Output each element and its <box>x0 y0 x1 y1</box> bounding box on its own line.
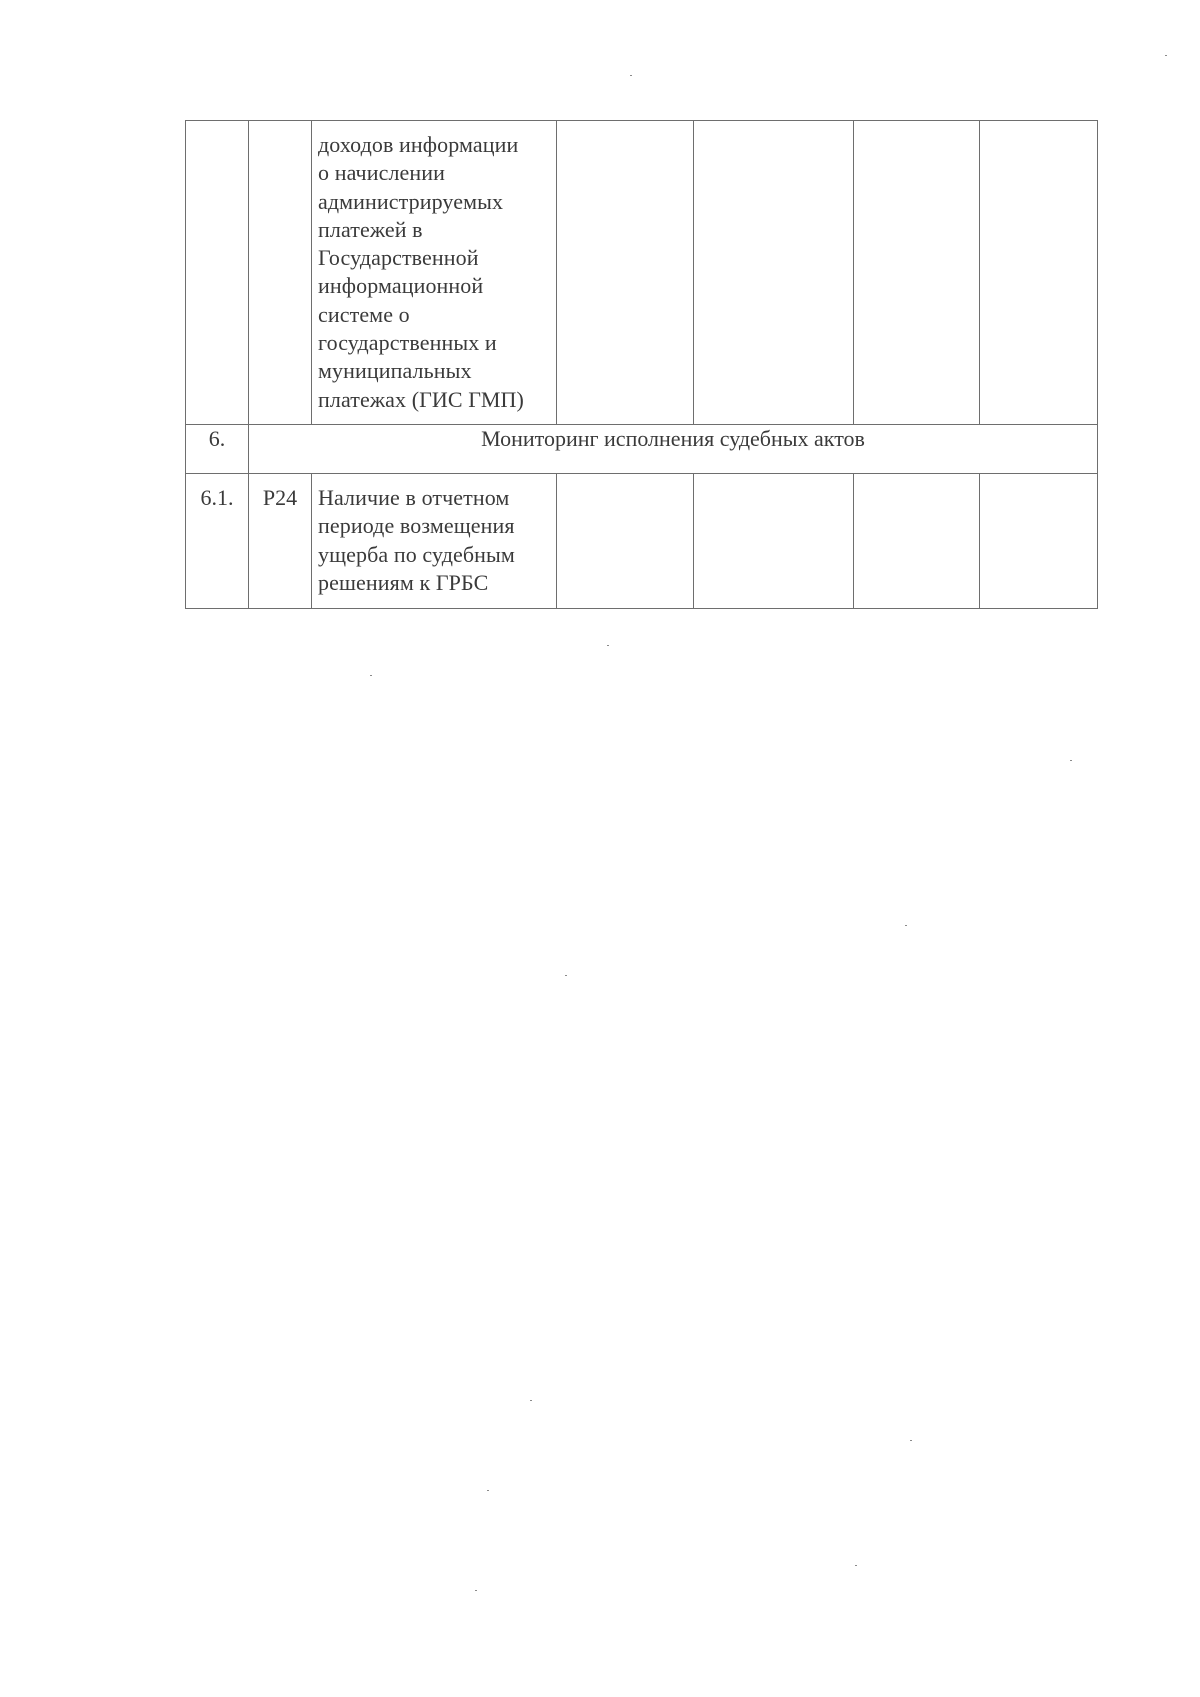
scan-speck <box>1070 760 1072 761</box>
cell-empty <box>557 474 694 609</box>
cell-code <box>249 474 312 609</box>
cell-empty <box>694 474 854 609</box>
item-code: Р24 <box>262 485 298 510</box>
cell-empty <box>694 121 854 425</box>
indicator-name-text: Наличие в отчетном периоде возмещения ущерба по судебным решениям к ГРБС <box>318 485 515 595</box>
cell-code <box>249 121 312 425</box>
scan-speck <box>855 1565 857 1566</box>
cell-name <box>312 474 557 609</box>
scan-speck <box>1165 55 1167 56</box>
indicator-name-text: доходов информации о начислении администрируемых платежей в Государственной информационной системе о государственных и муниципальных платежах (ГИС ГМП) <box>318 132 524 412</box>
table-row-continuation <box>186 121 1098 425</box>
scan-speck <box>565 975 567 976</box>
cell-empty <box>980 121 1098 425</box>
cell-number <box>186 121 249 425</box>
cell-empty <box>557 121 694 425</box>
cell-name <box>312 121 557 425</box>
indicator-table <box>185 120 1098 609</box>
scan-speck <box>487 1490 489 1491</box>
cell-number <box>186 474 249 609</box>
table-row-item <box>186 474 1098 609</box>
section-number-cell <box>186 425 249 474</box>
scan-speck <box>910 1440 912 1441</box>
scan-speck <box>370 675 372 676</box>
section-number: 6. <box>208 426 226 451</box>
table-row-section <box>186 425 1098 474</box>
section-title: Мониторинг исполнения судебных актов <box>481 426 865 451</box>
item-number: 6.1. <box>200 485 234 510</box>
cell-empty <box>980 474 1098 609</box>
scan-speck <box>630 75 632 76</box>
scan-speck <box>530 1400 532 1401</box>
scan-speck <box>607 645 609 646</box>
scan-speck <box>475 1590 477 1591</box>
scan-speck <box>905 925 907 926</box>
cell-empty <box>854 474 980 609</box>
cell-empty <box>854 121 980 425</box>
section-title-cell <box>249 425 1098 474</box>
